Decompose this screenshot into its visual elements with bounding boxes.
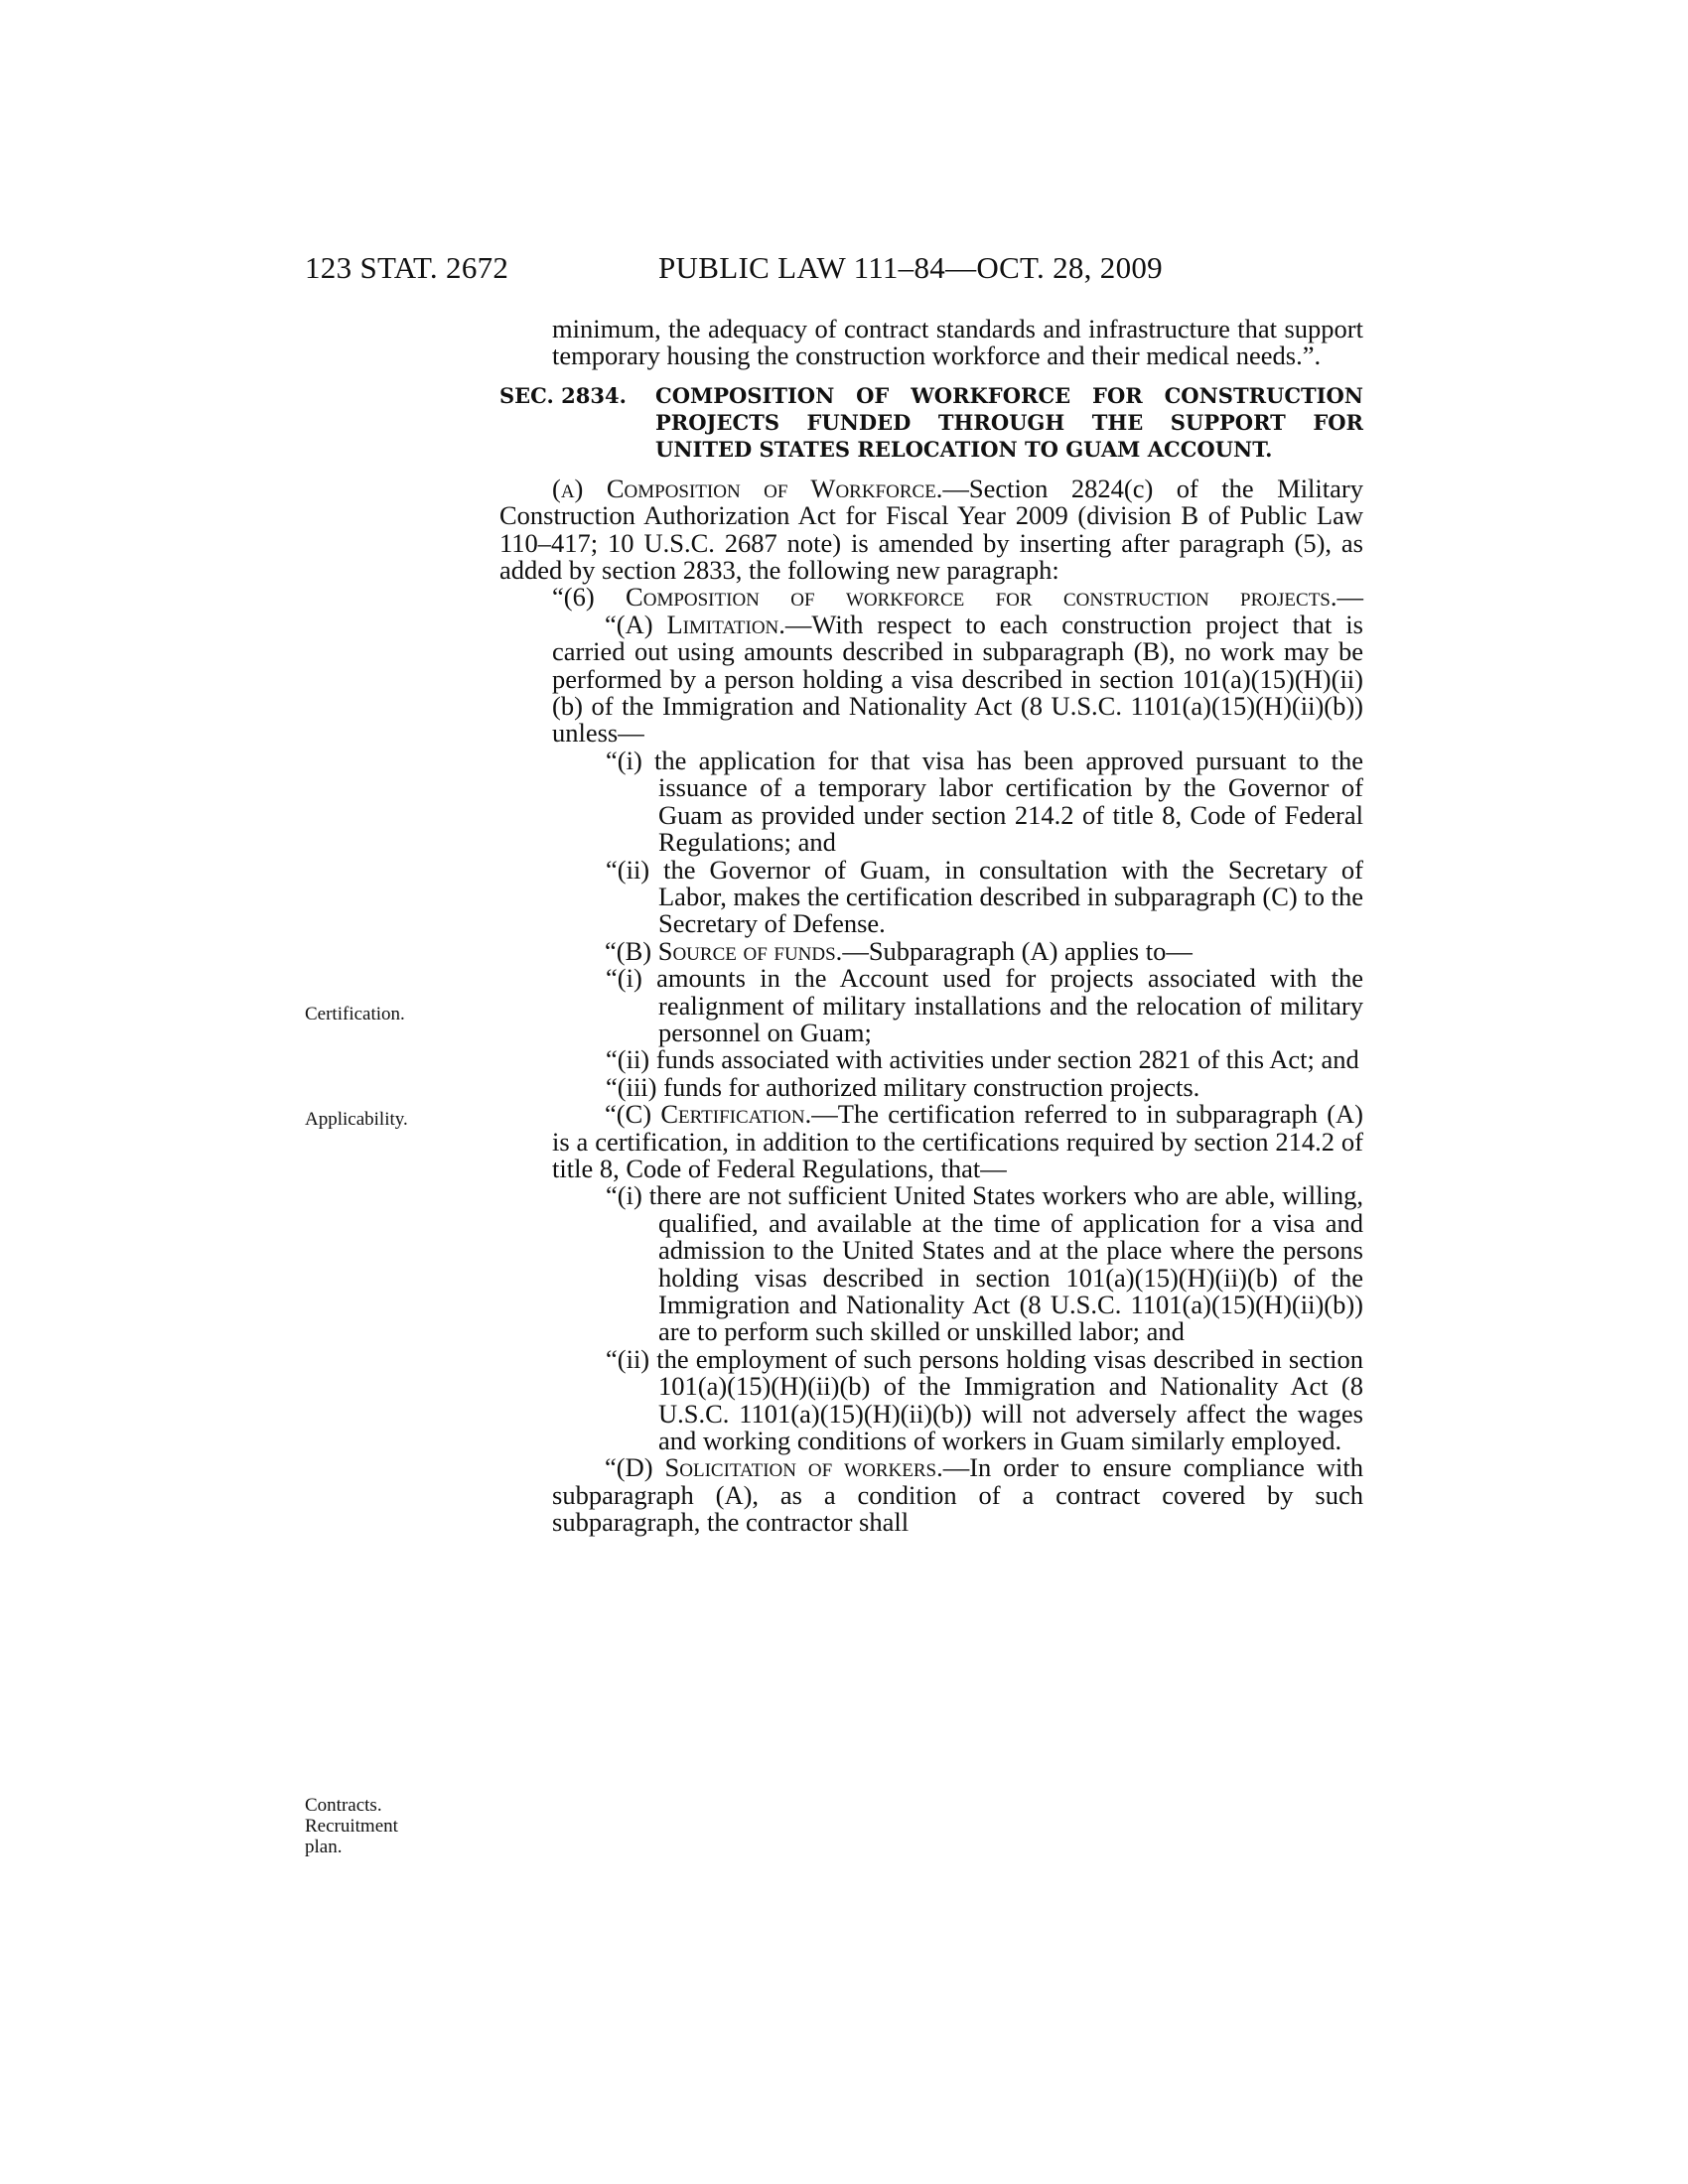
paragraph-6-title: “(6) Composition of workforce for construction projects.	[552, 582, 1337, 613]
subsection-a-heading: (a) Composition of Workforce.	[552, 473, 943, 503]
subsection-a-text: —Section 2824(c) of the Military Construction Authorization Act for Fiscal Year 2009 (division B of Public Law 110–417; 10 U.S.C. 2687 note) is amended by inserting after paragraph (5), as added by section 2833, the following new paragraph:	[499, 473, 1363, 586]
subparagraph-b-text: —Subparagraph (A) applies to—	[842, 935, 1193, 966]
paragraph-6-heading	[499, 584, 1363, 611]
margin-note-plan: plan.	[305, 1837, 343, 1857]
subparagraph-d-text: —In order to ensure compliance with subparagraph (A), as a condition of a contract covered by such subparagraph, the contractor shall	[552, 1452, 1363, 1538]
subparagraph-a-heading: “(A) Limitation.	[605, 609, 785, 639]
statute-body	[499, 316, 1363, 1537]
subparagraph-b-clause-ii: “(ii) funds associated with activities under section 2821 of this Act; and	[606, 1044, 1359, 1075]
section-heading	[499, 382, 1363, 463]
margin-note-recruitment: Recruitment	[305, 1816, 398, 1837]
subparagraph-d-heading: “(D) Solicitation of workers.	[605, 1452, 943, 1483]
continued-text: minimum, the adequacy of contract standards and infrastructure that support temporary housing the construction workforce and their medical needs.”.	[552, 314, 1363, 371]
subparagraph-c-text: —The certification referred to in subparagraph (A) is a certification, in addition to the certifications required by section 214.2 of title 8, Code of Federal Regulations, that—	[552, 1099, 1364, 1183]
subparagraph-a-clause-i: “(i) the application for that visa has been approved pursuant to the issuance of a temporary labor certification by the Governor of Guam as provided under section 214.2 of title 8, Code of Federal Regulations; and	[606, 745, 1363, 858]
subparagraph-a-text: —With respect to each construction project that is carried out using amounts described in subparagraph (B), no work may be performed by a person holding a visa described in section 101(a)(15)(H)(ii)(b) of the Immigration and Nationality Act (8 U.S.C. 1101(a)(15)(H)(ii)(b)) unless—	[552, 609, 1363, 749]
paragraph-6-dash: —	[1336, 582, 1363, 613]
subparagraph-b	[447, 935, 1363, 966]
section-title: COMPOSITION OF WORKFORCE FOR CONSTRUCTION PROJECTS FUNDED THROUGH THE SUPPORT FOR UNITED STATES RELOCATION TO GUAM ACCOUNT.	[655, 382, 1363, 462]
page-reference: 123 STAT. 2672	[305, 250, 509, 285]
subparagraph-c-clause-i: “(i) there are not sufficient United States workers who are able, willing, qualified, and available at the time of application for a visa and admission to the United States and at the place where the persons holding visas described in section 101(a)(15)(H)(ii)(b) of the Immigration and Nationality Act (8 U.S.C. 1101(a)(15)(H)(ii)(b)) are to perform such skilled or unskilled labor; and	[606, 1180, 1363, 1347]
subparagraph-a-clause-ii: “(ii) the Governor of Guam, in consultation with the Secretary of Labor, makes the certification described in subparagraph (C) to the Secretary of Defense.	[606, 854, 1363, 939]
subparagraph-b-clause-iii: “(iii) funds for authorized military construction projects.	[606, 1071, 1200, 1102]
margin-note-certification: Certification.	[305, 1004, 405, 1024]
margin-note-applicability: Applicability.	[305, 1109, 408, 1130]
subparagraph-d	[447, 1454, 1363, 1536]
subparagraph-c-clause-ii: “(ii) the employment of such persons holding visas described in section 101(a)(15)(H)(ii)(b) of the Immigration and Nationality Act (8 U.S.C. 1101(a)(15)(H)(ii)(b)) will not adversely affect the wages and working conditions of workers in Guam similarly employed.	[606, 1343, 1363, 1456]
subparagraph-c	[447, 1101, 1363, 1182]
section-number: SEC. 2834.	[499, 382, 627, 408]
subsection-a	[499, 473, 1363, 586]
subparagraph-a	[447, 609, 1363, 749]
margin-note-contracts: Contracts.	[305, 1795, 382, 1816]
subparagraph-b-clause-i: “(i) amounts in the Account used for projects associated with the realignment of military installations and the relocation of military personnel on Guam;	[606, 963, 1363, 1047]
subparagraph-c-heading: “(C) Certification.	[605, 1099, 812, 1130]
subparagraph-b-heading: “(B) Source of funds.	[605, 935, 843, 966]
page-header-title: PUBLIC LAW 111–84—OCT. 28, 2009	[658, 250, 1163, 285]
